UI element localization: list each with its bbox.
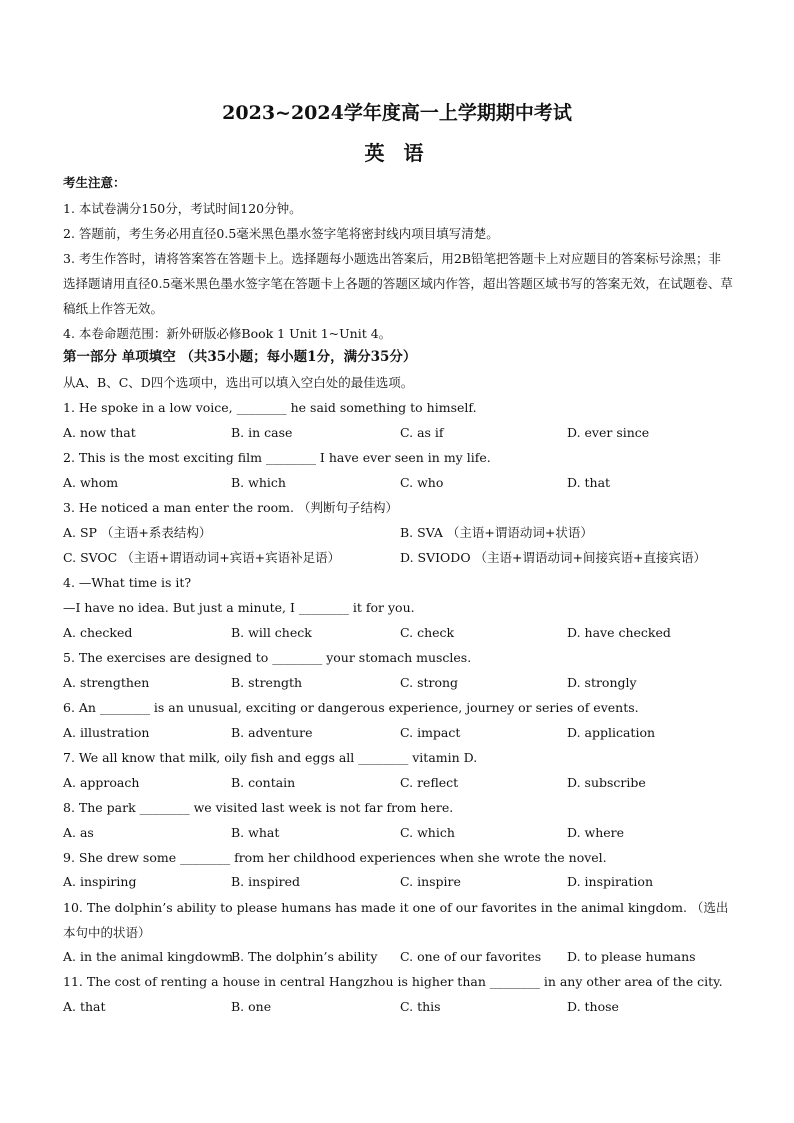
option-d: D. to please humans bbox=[567, 949, 696, 964]
option-d: D. application bbox=[567, 725, 656, 740]
option-c: C. this bbox=[400, 999, 441, 1014]
notice-item: 2. 答题前，考生务必用直径0.5毫米黑色墨水签字笔将密封线内项目填写清楚。 bbox=[63, 226, 499, 241]
option-c: C. check bbox=[400, 625, 455, 640]
option-b: B. contain bbox=[231, 775, 296, 790]
option-c: C. one of our favorites bbox=[400, 949, 542, 964]
option-b: B. SVA （主语+谓语动词+状语） bbox=[400, 525, 593, 540]
question-stem: 6. An ________ is an unusual, exciting or dangerous experience, journey or series of events. bbox=[63, 700, 639, 715]
option-d: D. those bbox=[567, 999, 619, 1014]
option-a: A. checked bbox=[63, 625, 133, 640]
section-title: 第一部分 单项填空 （共35小题；每小题1分，满分35分） bbox=[63, 349, 417, 365]
question-stem: 11. The cost of renting a house in central Hangzhou is higher than ________ in any other area of the city. bbox=[63, 974, 723, 989]
question-stem-reply: —I have no idea. But just a minute, I ________ it for you. bbox=[63, 600, 415, 615]
question-stem: 1. He spoke in a low voice, ________ he said something to himself. bbox=[63, 400, 477, 415]
exam-title: 2023~2024学年度高一上学期期中考试 bbox=[222, 102, 572, 124]
subject-title: 英 语 bbox=[364, 141, 430, 165]
option-c: C. inspire bbox=[400, 874, 461, 889]
section-instruction: 从A、B、C、D四个选项中，选出可以填入空白处的最佳选项。 bbox=[63, 375, 414, 390]
option-c: C. reflect bbox=[400, 775, 459, 790]
option-a: A. as bbox=[63, 825, 94, 840]
option-c: C. as if bbox=[400, 425, 444, 440]
option-c: C. who bbox=[400, 475, 444, 490]
question-stem: 2. This is the most exciting film ________ I have ever seen in my life. bbox=[63, 450, 491, 465]
option-a: A. strengthen bbox=[63, 675, 150, 690]
question-stem: 7. We all know that milk, oily fish and eggs all ________ vitamin D. bbox=[63, 750, 478, 765]
option-b: B. in case bbox=[231, 425, 293, 440]
question-stem: 4. —What time is it? bbox=[63, 575, 192, 590]
option-c: C. which bbox=[400, 825, 455, 840]
question-stem: 5. The exercises are designed to ________ your stomach muscles. bbox=[63, 650, 472, 665]
option-b: B. which bbox=[231, 475, 286, 490]
option-a: A. SP （主语+系表结构） bbox=[63, 525, 212, 540]
option-b: B. The dolphin’s ability bbox=[231, 949, 378, 964]
option-a: A. now that bbox=[63, 425, 136, 440]
option-a: A. illustration bbox=[63, 725, 150, 740]
question-stem: 3. He noticed a man enter the room. （判断句子结构） bbox=[63, 500, 398, 515]
option-b: B. what bbox=[231, 825, 280, 840]
option-c: C. SVOC （主语+谓语动词+宾语+宾语补足语） bbox=[63, 550, 341, 565]
option-b: B. adventure bbox=[231, 725, 313, 740]
option-b: B. inspired bbox=[231, 874, 300, 889]
question-stem: 10. The dolphin’s ability to please humans has made it one of our favorites in the animal kingdom. （选出本句中的状语） bbox=[63, 900, 729, 940]
option-a: A. in the animal kingdowm bbox=[63, 949, 233, 964]
option-d: D. that bbox=[567, 475, 611, 490]
option-b: B. will check bbox=[231, 625, 312, 640]
notice-item: 4. 本卷命题范围：新外研版必修Book 1 Unit 1~Unit 4。 bbox=[63, 326, 392, 341]
option-c: C. strong bbox=[400, 675, 459, 690]
option-b: B. one bbox=[231, 999, 272, 1014]
option-d: D. have checked bbox=[567, 625, 671, 640]
question-stem: 9. She drew some ________ from her childhood experiences when she wrote the novel. bbox=[63, 850, 607, 865]
option-a: A. whom bbox=[63, 475, 119, 490]
option-b: B. strength bbox=[231, 675, 303, 690]
option-d: D. where bbox=[567, 825, 625, 840]
option-d: D. strongly bbox=[567, 675, 637, 690]
notice-item: 3. 考生作答时，请将答案答在答题卡上。选择题每小题选出答案后，用2B铅笔把答题卡上对应题目的答案标号涂黑；非选择题请用直径0.5毫米黑色墨水签字笔在答题卡上各题的答题区域内作答，超出答题区域书写的答案无效，在试题卷、草稿纸上作答无效。 bbox=[63, 251, 733, 316]
option-a: A. inspiring bbox=[63, 874, 137, 889]
notice-item: 1. 本试卷满分150分，考试时间120分钟。 bbox=[63, 201, 302, 216]
option-c: C. impact bbox=[400, 725, 461, 740]
option-a: A. approach bbox=[63, 775, 140, 790]
option-a: A. that bbox=[63, 999, 106, 1014]
option-d: D. inspiration bbox=[567, 874, 654, 889]
option-d: D. subscribe bbox=[567, 775, 646, 790]
option-d: D. SVIODO （主语+谓语动词+间接宾语+直接宾语） bbox=[400, 550, 706, 565]
notice-heading: 考生注意： bbox=[63, 175, 126, 190]
option-d: D. ever since bbox=[567, 425, 650, 440]
question-stem: 8. The park ________ we visited last week is not far from here. bbox=[63, 800, 454, 815]
